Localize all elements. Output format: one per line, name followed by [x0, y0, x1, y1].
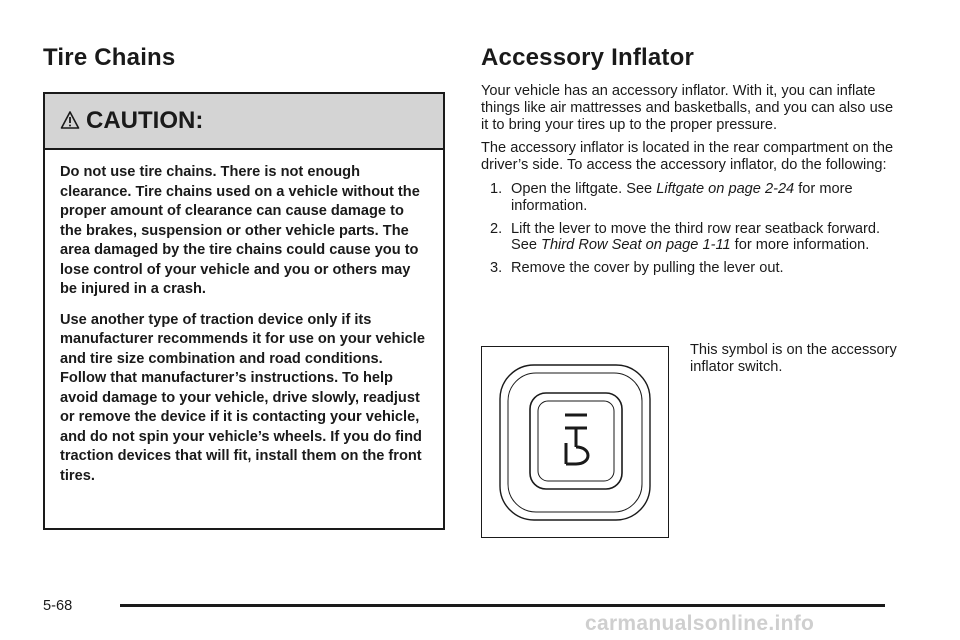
step-text: Open the liftgate. See [511, 180, 657, 197]
caution-paragraph-1: Do not use tire chains. There is not enough clearance. Tire chains used on a vehicle without the proper amount of clearance can cause damage to the brakes, suspension or other vehicle parts. The area damaged by the tire chains could cause you to lose control of your vehicle and you or others may be injured in a crash. [60, 164, 420, 297]
accessory-inflator-switch-icon [482, 347, 667, 536]
inflator-location-paragraph: The accessory inflator is located in the rear compartment on the driver’s side. To access the accessory inflator, do the following: [481, 140, 894, 174]
page-number: 5-68 [43, 598, 73, 614]
left-column [43, 44, 447, 484]
list-item [481, 181, 901, 215]
tire-chains-heading: Tire Chains [43, 44, 176, 71]
caution-title: CAUTION: [86, 107, 204, 134]
third-row-seat-cross-reference[interactable]: Third Row Seat on page 1-11 [541, 237, 731, 254]
inflator-switch-figure [481, 346, 669, 538]
step-text-suffix: for more information. [730, 237, 870, 254]
figure-caption: This symbol is on the accessory inflator switch. [690, 342, 897, 375]
liftgate-cross-reference[interactable]: Liftgate on page 2-24 [656, 180, 795, 197]
step-text: Lift the lever to move the third row rear seatback forward. See [511, 220, 881, 254]
step-text: Remove the cover by pulling the lever out. [511, 260, 784, 277]
right-column [481, 44, 901, 283]
step-number: 1. [490, 180, 503, 197]
accessory-inflator-heading: Accessory Inflator [481, 44, 695, 71]
warning-triangle-icon [60, 110, 80, 132]
footer-divider [120, 604, 885, 607]
list-item [481, 221, 901, 255]
caution-paragraph-2: Use another type of traction device only if its manufacturer recommends it for use on your vehicle and tire size combination and road conditions. Follow that manufacturer’s instructions. To help avoid damage to your vehicle, drive slowly, readjust or remove the device if it is contacting your vehicle, and do not spin your vehicle’s wheels. If you do find traction devices that will fit, install them on the front tires. [60, 311, 425, 484]
step-text-suffix: for more information. [511, 180, 853, 214]
caution-box [43, 92, 445, 530]
list-item [481, 260, 901, 277]
step-number: 3. [490, 260, 503, 277]
watermark: carmanualsonline.info [585, 612, 815, 635]
caution-header [45, 94, 443, 150]
inflator-intro-paragraph: Your vehicle has an accessory inflator. With it, you can inflate things like air mattresses and basketballs, and you can also use it to bring your tires up to the proper pressure. [481, 83, 894, 133]
inflator-steps-list [481, 181, 901, 277]
step-number: 2. [490, 220, 503, 237]
caution-body [45, 150, 443, 486]
